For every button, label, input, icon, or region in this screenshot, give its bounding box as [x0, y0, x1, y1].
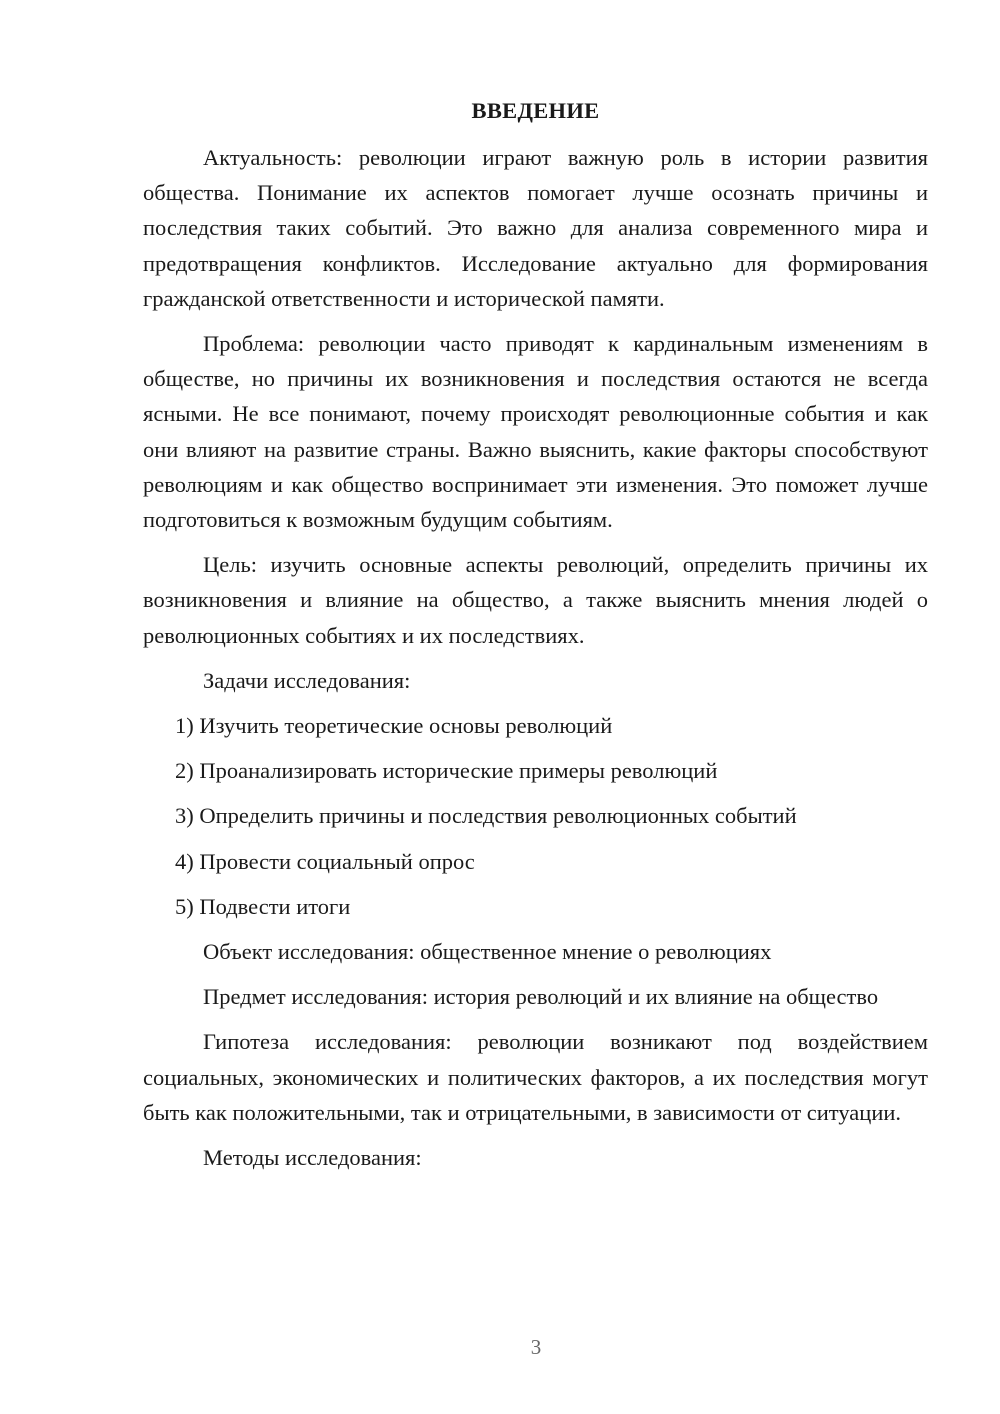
- list-item: 1) Изучить теоретические основы революций: [175, 713, 613, 739]
- list-item: 4) Провести социальный опрос: [175, 848, 475, 874]
- tasks-list: [143, 708, 928, 924]
- subject-paragraph: Предмет исследования: история революций и их влияние на общество: [203, 984, 879, 1010]
- section-heading: ВВЕДЕНИЕ: [471, 98, 600, 123]
- list-item: 3) Определить причины и последствия революционных событий: [175, 803, 797, 829]
- methods-heading: Методы исследования:: [203, 1145, 422, 1171]
- object-paragraph: Объект исследования: общественное мнение о революциях: [203, 939, 772, 965]
- problem-paragraph: Проблема: революции часто приводят к кардинальным изменениям в обществе, но причины их возникновения и последствия остаются не всегда ясными. Не все понимают, почему происходят революционные события и как они влияют на развитие страны. Важно выяснить, какие факторы способствуют революциям и как общество воспринимает эти изменения. Это поможет лучше подготовиться к возможным будущим событиям.: [143, 331, 928, 533]
- goal-paragraph: Цель: изучить основные аспекты революций, определить причины их возникновения и влияние на общество, а также выяснить мнения людей о революционных событиях и их последствиях.: [143, 552, 928, 648]
- hypothesis-paragraph: Гипотеза исследования: революции возникают под воздействием социальных, экономических и политических факторов, а их последствия могут быть как положительными, так и отрицательными, в зависимости от ситуации.: [143, 1029, 928, 1125]
- list-item: 2) Проанализировать исторические примеры революций: [175, 758, 718, 784]
- tasks-heading: Задачи исследования:: [203, 667, 411, 693]
- section-body: [143, 140, 928, 1185]
- relevance-paragraph: Актуальность: революции играют важную роль в истории развития общества. Понимание их аспектов помогает лучше осознать причины и последствия таких событий. Это важно для анализа современного мира и предотвращения конфликтов. Исследование актуально для формирования гражданской ответственности и исторической памяти.: [143, 145, 928, 311]
- list-item: 5) Подвести итоги: [175, 893, 351, 919]
- page-number: 3: [530, 1335, 542, 1359]
